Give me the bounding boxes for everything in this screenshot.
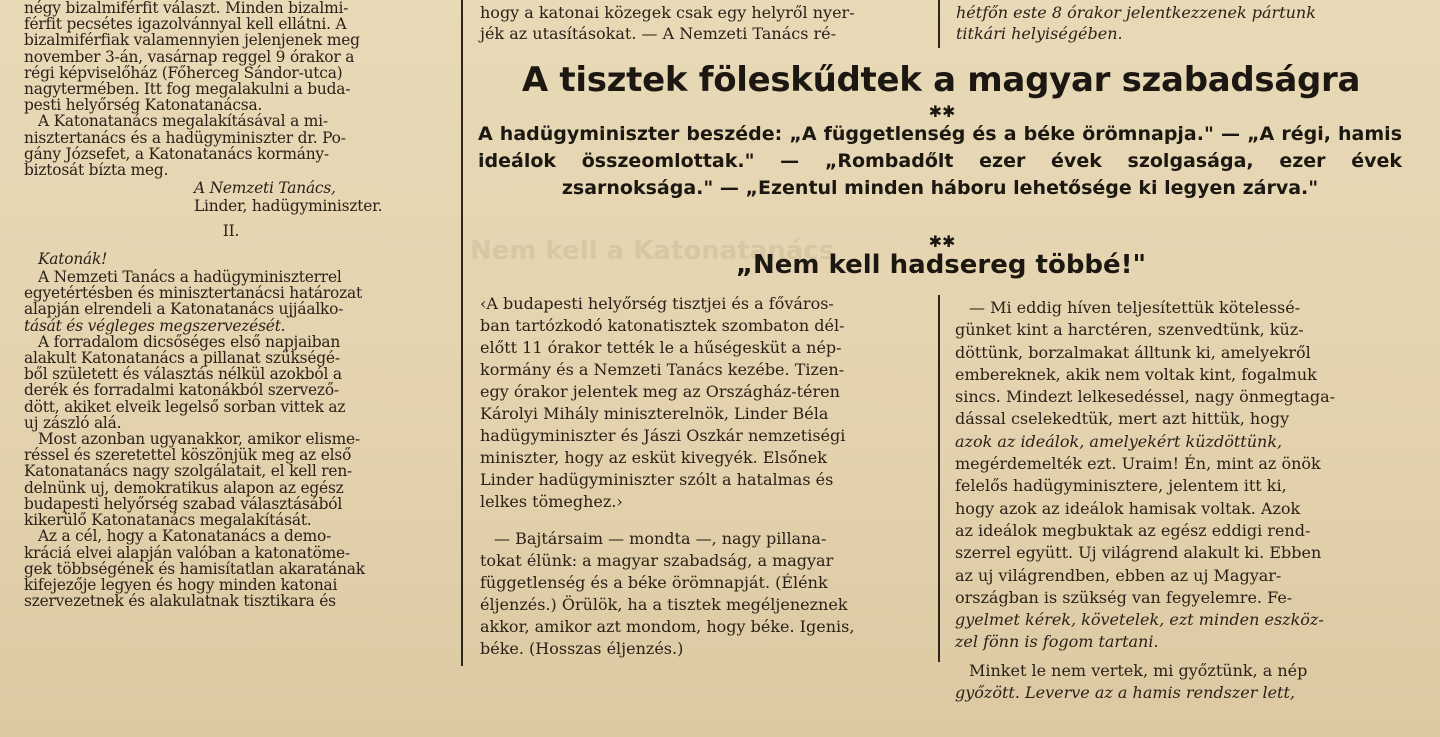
right-line: Minket le nem vertek, mi győztünk, a nép <box>969 660 1308 680</box>
mid-line: Károlyi Mihály miniszterelnök, Linder Béla <box>480 404 829 423</box>
mid-line: miniszter, hogy az esküt kivegyék. Elsőnek <box>480 448 827 467</box>
right-top-line: hétfőn este 8 órakor jelentkezzenek pártunk <box>956 3 1316 22</box>
mid-top-line: jék az utasításokat. — A Nemzeti Tanács ré- <box>480 24 837 43</box>
right-column <box>955 297 1403 704</box>
right-line: országban is szükség van fegyelemre. Fe- <box>955 587 1293 607</box>
mid-line: előtt 11 órakor tették le a hűségesküt a nép- <box>480 338 842 357</box>
mid-top-line: hogy a katonai közegek csak egy helyről nyer- <box>480 3 855 22</box>
left-line: alapján elrendeli a Katonatanács ujjáalko- <box>24 300 344 319</box>
right-line: szerrel együtt. Uj világrend alakult ki. Ebben <box>955 543 1322 563</box>
left-line: kikerülő Katonatanács megalakítását. <box>24 511 312 530</box>
mid-line: — Bajtársaim — mondta —, nagy pillana- <box>494 529 827 548</box>
left-line: budapesti helyőrség szabad választásából <box>24 494 343 513</box>
right-line: az uj világrendben, ebben az uj Magyar- <box>955 565 1282 585</box>
signature-line: Linder, hadügyminiszter. <box>194 197 383 216</box>
left-line: bizalmiférfiak valamennyien jelenjenek meg <box>24 31 360 50</box>
right-line: döttünk, borzalmakat álltunk ki, amelyekről <box>955 342 1311 362</box>
column-rule <box>938 0 940 48</box>
left-line: tását és végleges megszervezését. <box>24 316 286 335</box>
left-column <box>24 0 438 609</box>
left-line: egyetértésben és minisztertanácsi határozat <box>24 284 362 303</box>
left-line: delnünk uj, demokratikus alapon az egész <box>24 478 344 497</box>
left-line: A forradalom dicsőséges első napjaiban <box>38 332 341 351</box>
left-line: gány Józsefet, a Katonatanács kormány- <box>24 144 329 163</box>
mid-top-column <box>480 2 932 44</box>
left-line: Az a cél, hogy a Katonatanács a demo- <box>38 527 332 546</box>
right-line: azok az ideálok, amelyekért küzdöttünk, <box>955 431 1283 451</box>
mid-line: lelkes tömeghez.› <box>480 492 623 511</box>
left-line: szervezetnek és alakulatnak tisztikara és <box>24 592 336 611</box>
left-line: dött, akiket elveik legelső sorban vittek az <box>24 397 346 416</box>
paragraph-gap <box>480 513 922 528</box>
left-line: kráciá elvei alapján valóban a katonatöme- <box>24 543 350 562</box>
mid-line: Linder hadügyminiszter szólt a hatalmas és <box>480 470 834 489</box>
left-line: kifejezője legyen és hogy minden katonai <box>24 575 338 594</box>
right-line: megérdemelték ezt. Uraim! Én, mint az önök <box>955 454 1321 474</box>
mid-line: hadügyminiszter és Jászi Oszkár nemzetiségi <box>480 426 846 445</box>
left-line: november 3-án, vasárnap reggel 9 órakor a <box>24 47 355 66</box>
subheadline: A hadügyminiszter beszéde: „A függetlenség és a béke örömnapja." — „A régi, hamis ideálok összeomlottak." — „Rombadőlt ezer évek szolgasága, ezer évek zsarnoksága." — „Ezentul minden háboru lehetősége ki legyen zárva." <box>478 123 1402 199</box>
right-line: — Mi eddig híven teljesítettük kötelessé- <box>969 298 1301 317</box>
mid-line: éljenzés.) Örülök, ha a tisztek megéljeneznek <box>480 595 848 614</box>
left-line: A Katonatanács megalakításával a mi- <box>38 112 328 131</box>
mid-line: kormány és a Nemzeti Tanács kezébe. Tizen- <box>480 360 845 379</box>
left-line: pesti helyőrség Katonatanácsa. <box>24 96 263 115</box>
left-line: réssel és szeretettel köszönjük meg az első <box>24 446 352 465</box>
headline: A tisztek föleskűdtek a magyar szabadságra <box>521 60 1361 100</box>
mid-line: tokat élünk: a magyar szabadság, a magyar <box>480 551 834 570</box>
column-rule <box>938 295 940 662</box>
left-line: Most azonban ugyanakkor, amikor elisme- <box>38 430 360 449</box>
left-line: régi képviselőház (Főherceg Sándor-utca) <box>24 63 343 82</box>
signature-line: A Nemzeti Tanács, <box>194 179 336 198</box>
left-line: biztosát bízta meg. <box>24 161 169 180</box>
right-top-line: titkári helyiségében. <box>956 24 1123 43</box>
left-line: négy bizalmiférfit választ. Minden bizalmi- <box>24 0 349 17</box>
subheadline-2: „Nem kell hadsereg többé!" <box>735 250 1147 280</box>
left-line: nisztertanács és a hadügyminiszter dr. Po- <box>24 128 346 147</box>
left-line: nagytermében. Itt fog megalakulni a buda- <box>24 80 351 99</box>
right-line: zel fönn is fogom tartani. <box>955 632 1159 652</box>
left-line: uj zászló alá. <box>24 413 122 432</box>
stars-divider: ✱✱ <box>928 102 956 121</box>
bleed-through-text: Nem kell a Katonatanács <box>470 236 835 266</box>
mid-column <box>480 293 922 660</box>
column-rule <box>461 0 463 666</box>
mid-line: egy órakor jelentek meg az Országház-téren <box>480 382 840 401</box>
right-line: gyelmet kérek, követelek, ezt minden eszköz- <box>955 610 1324 630</box>
left-line: Katonák! <box>38 249 108 268</box>
mid-line: ban tartózkodó katonatisztek szombaton dél- <box>480 316 845 335</box>
right-line: az ideálok megbuktak az egész eddigi rend- <box>955 520 1311 540</box>
left-line: ből született és választás nélkül azokból a <box>24 365 342 384</box>
left-line: Katonatanács nagy szolgálatait, el kell ren- <box>24 462 353 481</box>
right-line: győzött. Leverve az a hamis rendszer lett, <box>955 683 1295 703</box>
left-line: férfit pecsétes igazolvánnyal kell ellátni. A <box>24 15 347 34</box>
section-number: II. <box>222 221 240 240</box>
stars-divider: ✱✱ <box>928 232 956 251</box>
mid-line: akkor, amikor azt mondom, hogy béke. Igenis, <box>480 617 855 636</box>
right-line: embereknek, akik nem voltak kint, fogalmuk <box>955 364 1317 384</box>
mid-line: ‹A budapesti helyőrség tisztjei és a főváros- <box>480 294 834 313</box>
mid-line: béke. (Hosszas éljenzés.) <box>480 639 684 658</box>
right-top-column <box>956 2 1402 44</box>
mid-line: függetlenség és a béke örömnapját. (Élénk <box>480 573 828 592</box>
left-line: A Nemzeti Tanács a hadügyminiszterrel <box>38 268 342 287</box>
right-line: dással cselekedtük, mert azt hittük, hogy <box>955 409 1290 429</box>
right-line: felelős hadügyminisztere, jelentem itt ki, <box>955 476 1287 496</box>
left-line: derék és forradalmi katonákból szervező- <box>24 381 339 400</box>
right-line: günket kint a harctéren, szenvedtünk, küz- <box>955 320 1304 340</box>
right-line: sincs. Mindezt lelkesedéssel, nagy önmegtaga- <box>955 387 1336 407</box>
right-line: hogy azok az ideálok hamisak voltak. Azok <box>955 498 1301 518</box>
left-line: alakult Katonatanács a pillanat szükségé- <box>24 349 340 368</box>
left-line: gek többségének és hamisítatlan akaratának <box>24 559 365 578</box>
